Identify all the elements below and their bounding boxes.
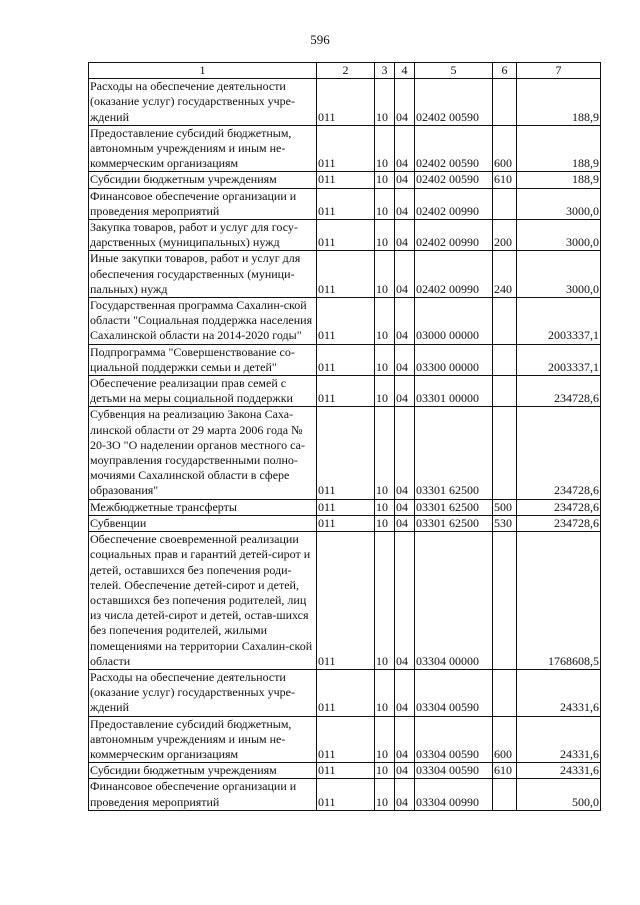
row-rz: 10 [375, 763, 395, 779]
row-ved: 011 [317, 716, 375, 763]
row-rz: 10 [375, 376, 395, 407]
row-vr: 610 [493, 763, 517, 779]
row-name: Расходы на обеспечение деятельности (оказание услуг) государственных учре-ждений [89, 669, 317, 716]
row-pr: 04 [395, 532, 415, 670]
row-vr: 530 [493, 515, 517, 531]
row-vr [493, 779, 517, 810]
table-row [89, 172, 601, 188]
row-name: Субвенции [89, 515, 317, 531]
row-ved: 011 [317, 779, 375, 810]
row-pr: 04 [395, 79, 415, 126]
row-pr: 04 [395, 499, 415, 515]
row-ved: 011 [317, 763, 375, 779]
row-pr: 04 [395, 172, 415, 188]
row-sum: 24331,6 [517, 763, 601, 779]
row-vr [493, 79, 517, 126]
row-name: Финансовое обеспечение организации и проведения мероприятий [89, 188, 317, 219]
row-ved: 011 [317, 79, 375, 126]
row-sum: 234728,6 [517, 407, 601, 499]
row-ved: 011 [317, 220, 375, 251]
row-csr: 02402 00990 [415, 251, 493, 298]
table-row [89, 125, 601, 172]
table-row [89, 298, 601, 345]
table-row [89, 251, 601, 298]
row-rz: 10 [375, 532, 395, 670]
page-number: 596 [310, 32, 330, 47]
row-pr: 04 [395, 125, 415, 172]
row-rz: 10 [375, 298, 395, 345]
row-name: Государственная программа Сахалин-ской области "Социальная поддержка населения Сахалинской области на 2014-2020 годы" [89, 298, 317, 345]
table-row [89, 716, 601, 763]
row-rz: 10 [375, 188, 395, 219]
row-pr: 04 [395, 251, 415, 298]
header-cell: 5 [415, 63, 493, 79]
header-cell: 7 [517, 63, 601, 79]
header-cell: 2 [317, 63, 375, 79]
row-rz: 10 [375, 172, 395, 188]
row-ved: 011 [317, 532, 375, 670]
row-ved: 011 [317, 188, 375, 219]
row-pr: 04 [395, 220, 415, 251]
row-sum: 3000,0 [517, 220, 601, 251]
row-sum: 3000,0 [517, 188, 601, 219]
row-vr: 600 [493, 716, 517, 763]
row-name: Предоставление субсидий бюджетным, автономным учреждениям и иным не-коммерческим организациям [89, 716, 317, 763]
row-sum: 2003337,1 [517, 344, 601, 375]
row-sum: 234728,6 [517, 499, 601, 515]
row-sum: 24331,6 [517, 716, 601, 763]
table-row [89, 499, 601, 515]
row-ved: 011 [317, 499, 375, 515]
row-name: Обеспечение своевременной реализации социальных прав и гарантий детей-сирот и детей, оставшихся без попечения роди-телей. Обеспечение детей-сирот и детей, оставшихся без попечения родителей, лиц из числа детей-сирот и детей, остав-шихся без попечения родителей, жилыми помещениями на территории Сахалин-ской области [89, 532, 317, 670]
row-ved: 011 [317, 407, 375, 499]
row-csr: 03304 00000 [415, 532, 493, 670]
row-vr [493, 407, 517, 499]
row-csr: 02402 00990 [415, 220, 493, 251]
table-row [89, 763, 601, 779]
row-sum: 234728,6 [517, 376, 601, 407]
row-vr: 240 [493, 251, 517, 298]
row-name: Расходы на обеспечение деятельности (оказание услуг) государственных учре-ждений [89, 79, 317, 126]
table-row [89, 515, 601, 531]
row-pr: 04 [395, 344, 415, 375]
row-rz: 10 [375, 669, 395, 716]
row-ved: 011 [317, 251, 375, 298]
table-row [89, 376, 601, 407]
row-csr: 02402 00590 [415, 125, 493, 172]
row-rz: 10 [375, 515, 395, 531]
header-cell: 3 [375, 63, 395, 79]
row-pr: 04 [395, 669, 415, 716]
row-csr: 03304 00990 [415, 779, 493, 810]
table-header-row [89, 63, 601, 79]
row-pr: 04 [395, 763, 415, 779]
table-row [89, 779, 601, 810]
table-row [89, 669, 601, 716]
row-pr: 04 [395, 515, 415, 531]
row-csr: 02402 00590 [415, 79, 493, 126]
row-csr: 03300 00000 [415, 344, 493, 375]
table-row [89, 532, 601, 670]
row-rz: 10 [375, 499, 395, 515]
header-cell: 6 [493, 63, 517, 79]
row-csr: 03304 00590 [415, 763, 493, 779]
table-row [89, 344, 601, 375]
row-name: Финансовое обеспечение организации и проведения мероприятий [89, 779, 317, 810]
row-csr: 03301 62500 [415, 499, 493, 515]
row-pr: 04 [395, 188, 415, 219]
row-sum: 188,9 [517, 172, 601, 188]
row-sum: 1768608,5 [517, 532, 601, 670]
row-name: Закупка товаров, работ и услуг для госу-дарственных (муниципальных) нужд [89, 220, 317, 251]
row-ved: 011 [317, 376, 375, 407]
row-rz: 10 [375, 125, 395, 172]
row-rz: 10 [375, 251, 395, 298]
row-ved: 011 [317, 515, 375, 531]
row-vr: 600 [493, 125, 517, 172]
table-row [89, 220, 601, 251]
row-name: Иные закупки товаров, работ и услуг для обеспечения государственных (муници-пальных) нужд [89, 251, 317, 298]
row-rz: 10 [375, 344, 395, 375]
row-csr: 02402 00990 [415, 188, 493, 219]
row-csr: 03301 62500 [415, 407, 493, 499]
row-vr: 200 [493, 220, 517, 251]
row-name: Субвенция на реализацию Закона Саха-линской области от 29 марта 2006 года № 20-ЗО "О наделении органов местного са-моуправления государственными полно-мочиями Сахалинской области в сфере образования" [89, 407, 317, 499]
row-name: Субсидии бюджетным учреждениям [89, 763, 317, 779]
row-pr: 04 [395, 376, 415, 407]
row-csr: 03301 62500 [415, 515, 493, 531]
row-vr [493, 298, 517, 345]
row-sum: 3000,0 [517, 251, 601, 298]
row-name: Субсидии бюджетным учреждениям [89, 172, 317, 188]
row-sum: 234728,6 [517, 515, 601, 531]
row-sum: 188,9 [517, 125, 601, 172]
row-sum: 2003337,1 [517, 298, 601, 345]
row-vr [493, 532, 517, 670]
row-vr: 500 [493, 499, 517, 515]
row-pr: 04 [395, 779, 415, 810]
row-rz: 10 [375, 716, 395, 763]
row-ved: 011 [317, 298, 375, 345]
budget-table [88, 62, 601, 811]
row-rz: 10 [375, 79, 395, 126]
row-csr: 02402 00590 [415, 172, 493, 188]
row-vr [493, 188, 517, 219]
row-ved: 011 [317, 172, 375, 188]
row-vr [493, 376, 517, 407]
row-vr [493, 669, 517, 716]
row-sum: 24331,6 [517, 669, 601, 716]
row-ved: 011 [317, 669, 375, 716]
row-ved: 011 [317, 125, 375, 172]
row-rz: 10 [375, 407, 395, 499]
table-row [89, 79, 601, 126]
table-row [89, 407, 601, 499]
header-cell: 4 [395, 63, 415, 79]
row-pr: 04 [395, 407, 415, 499]
header-cell: 1 [89, 63, 317, 79]
row-pr: 04 [395, 298, 415, 345]
row-sum: 188,9 [517, 79, 601, 126]
row-vr [493, 344, 517, 375]
row-rz: 10 [375, 220, 395, 251]
row-name: Межбюджетные трансферты [89, 499, 317, 515]
row-rz: 10 [375, 779, 395, 810]
row-csr: 03304 00590 [415, 716, 493, 763]
row-csr: 03301 00000 [415, 376, 493, 407]
table-row [89, 188, 601, 219]
row-vr: 610 [493, 172, 517, 188]
row-csr: 03304 00590 [415, 669, 493, 716]
row-pr: 04 [395, 716, 415, 763]
row-ved: 011 [317, 344, 375, 375]
row-name: Предоставление субсидий бюджетным, автономным учреждениям и иным не-коммерческим организациям [89, 125, 317, 172]
row-sum: 500,0 [517, 779, 601, 810]
row-csr: 03000 00000 [415, 298, 493, 345]
row-name: Обеспечение реализации прав семей с детьми на меры социальной поддержки [89, 376, 317, 407]
row-name: Подпрограмма "Совершенствование со-циальной поддержки семьи и детей" [89, 344, 317, 375]
